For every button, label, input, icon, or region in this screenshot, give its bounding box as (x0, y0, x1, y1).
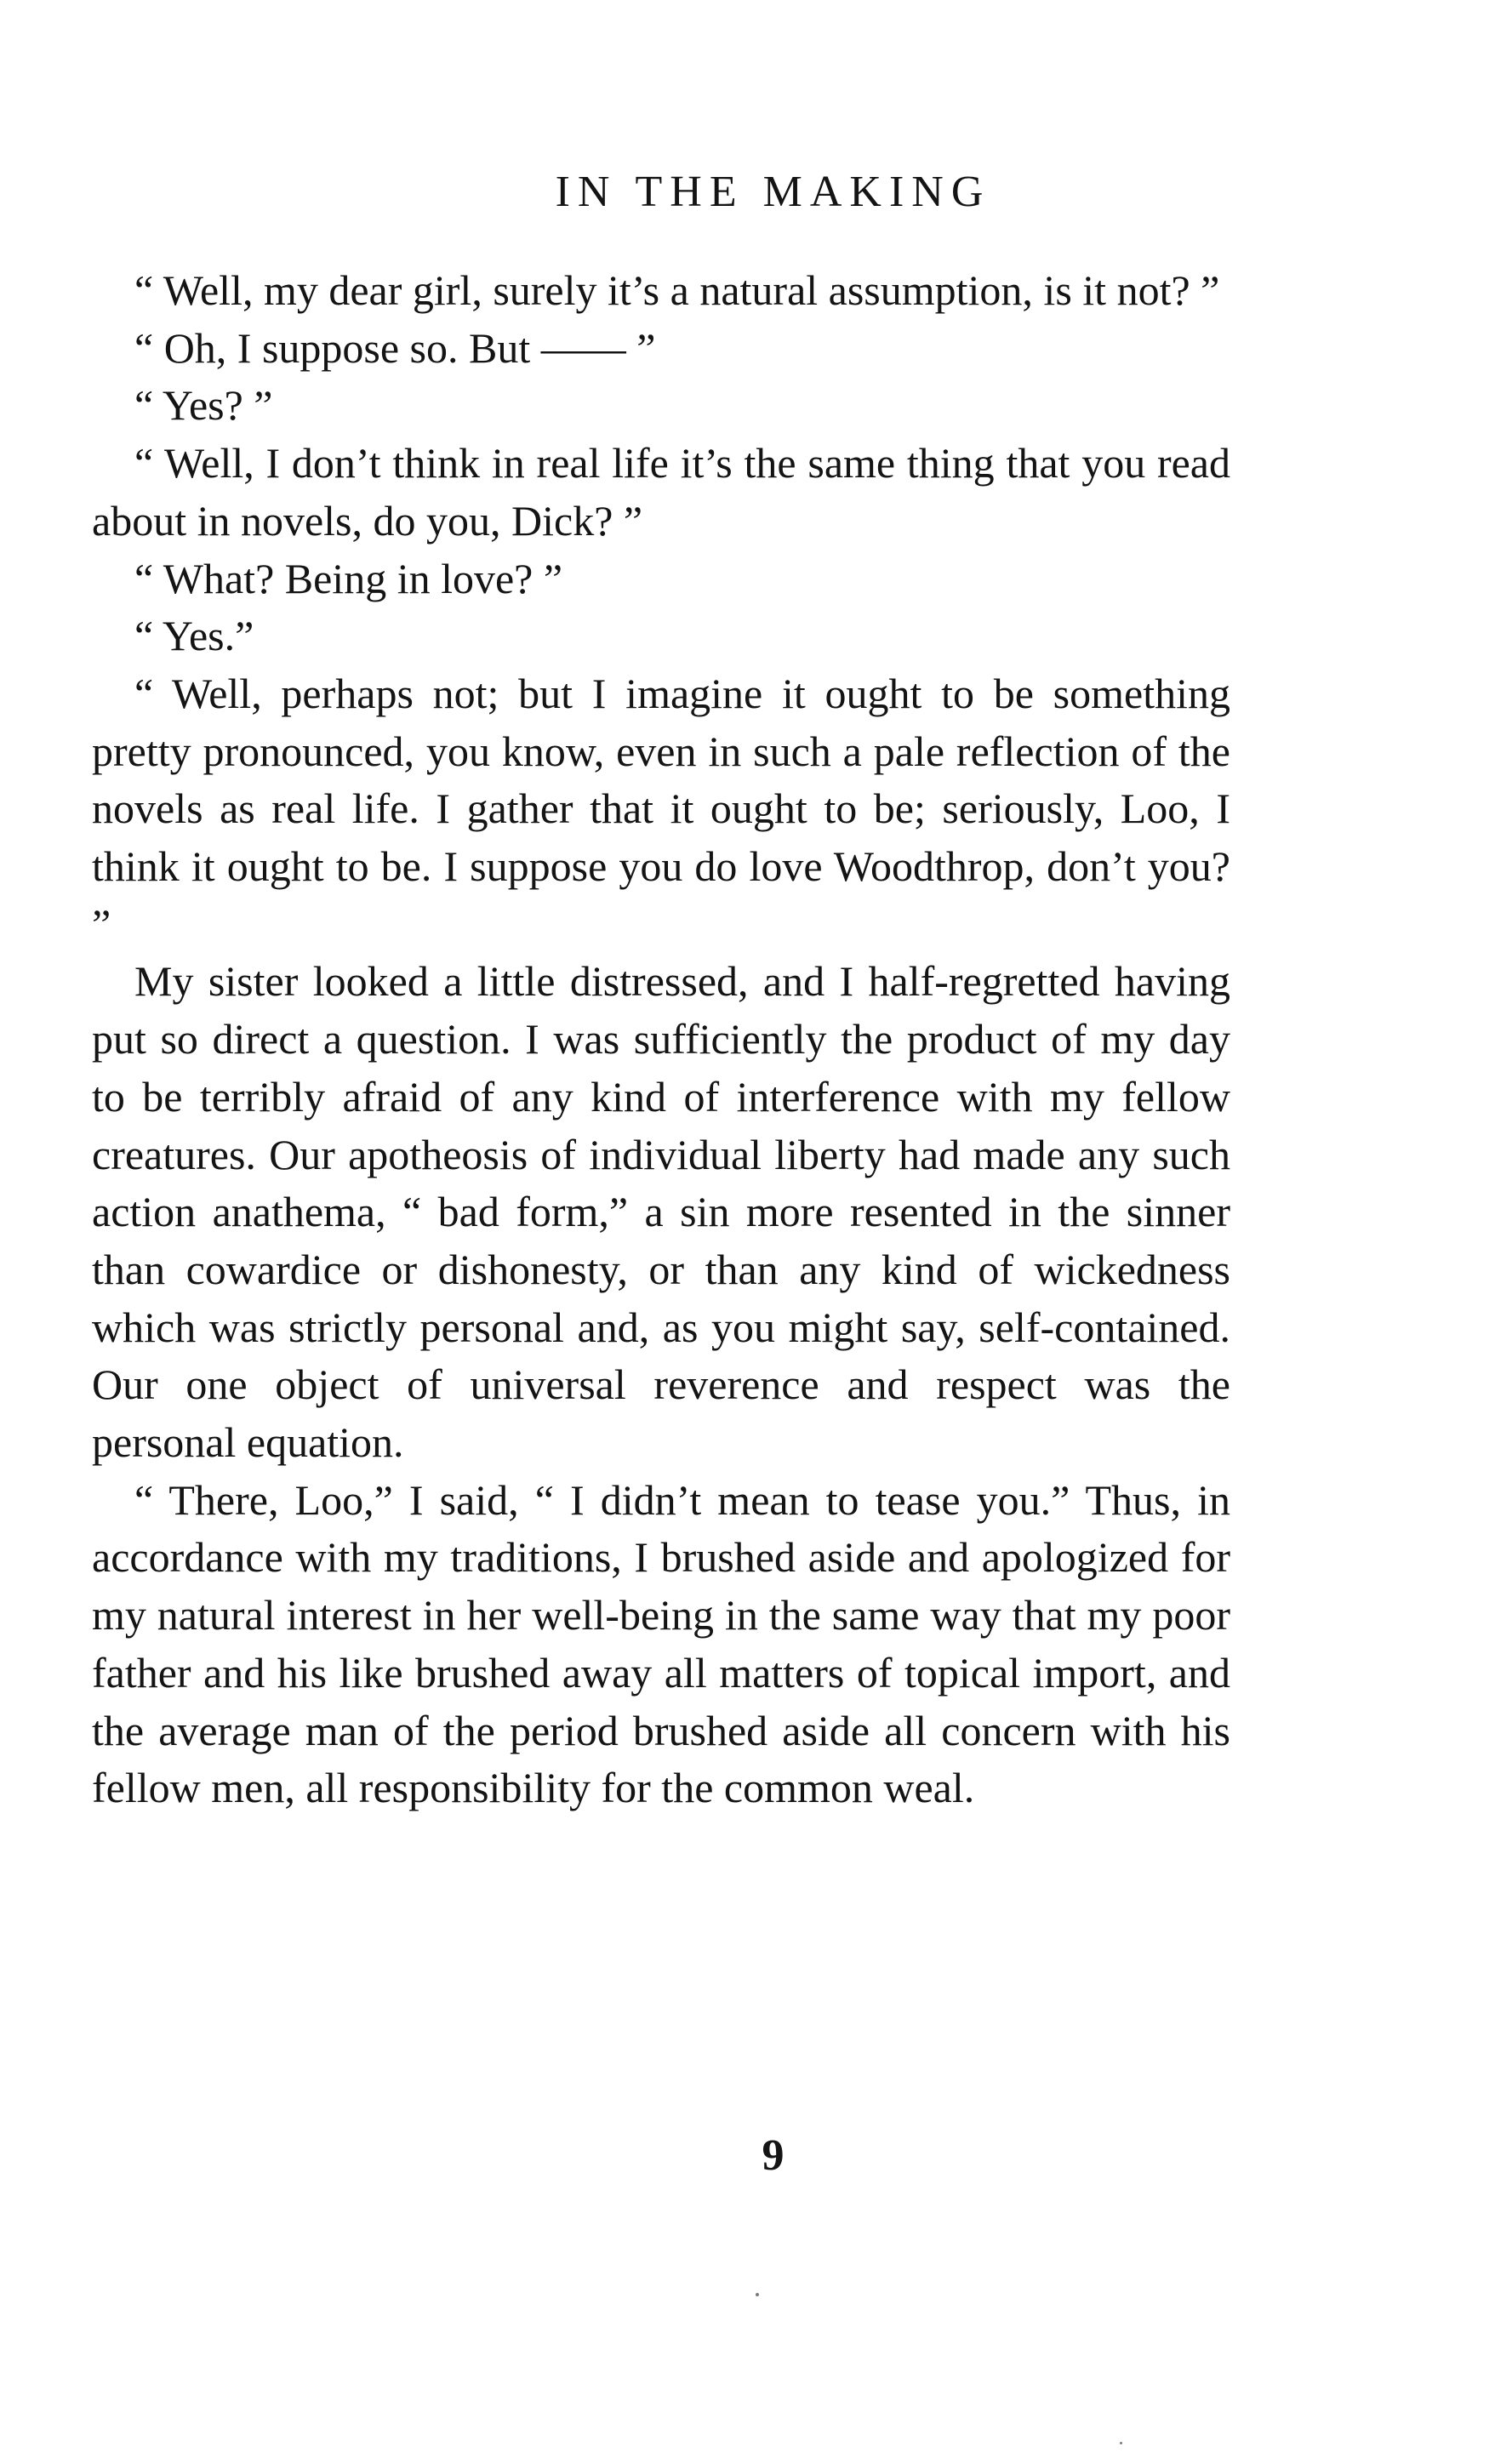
paragraph-9: “ There, Loo,” I said, “ I didn’t mean to tease you.” Thus, in accordance with my traditions, I brushed aside and apologized for my natural interest in her well-being in the same way that my poor father and his like brushed away all matters of topical import, and the average man of the period brushed aside all concern with his fellow men, all responsibility for the common weal. (92, 1475, 1230, 1812)
paragraph-6: “ Yes.” (134, 612, 254, 660)
paragraph-7: “ Well, perhaps not; but I imagine it ought to be something pretty pronounced, you know, even in such a pale reflection of the novels as real life. I gather that it ought to be; seriously, Loo, I think it ought to be. I suppose you do love Woodthrop, don’t you? ” (92, 669, 1230, 948)
running-head: IN THE MAKING (555, 168, 991, 216)
paragraph-8: My sister looked a little distressed, and I half-regretted having put so direct a question. I was sufficiently the product of my day to be terribly afraid of any kind of interference with my fellow creatures. Our apotheosis of individual liberty had made any such action anathema, “ bad form,” a sin more resented in the sinner than cowardice or dishonesty, or than any kind of wickedness which was strictly personal and, as you might say, self-contained. Our one object of universal reverence and respect was the personal equation. (92, 957, 1230, 1467)
paragraph-5: “ What? Being in love? ” (134, 554, 563, 602)
paragraph-1: “ Well, my dear girl, surely it’s a natural assumption, is it not? ” (134, 266, 1220, 314)
page-number: 9 (762, 2131, 785, 2180)
paragraph-2: “ Oh, I suppose so. But —— ” (134, 323, 656, 372)
paragraph-3: “ Yes? ” (134, 381, 273, 430)
body-text (92, 262, 1230, 1817)
paragraph-4: “ Well, I don’t think in real life it’s the same thing that you read about in novels, do you, Dick? ” (92, 439, 1230, 545)
paper-speck (756, 2293, 759, 2296)
paper-speck (1120, 2442, 1122, 2444)
